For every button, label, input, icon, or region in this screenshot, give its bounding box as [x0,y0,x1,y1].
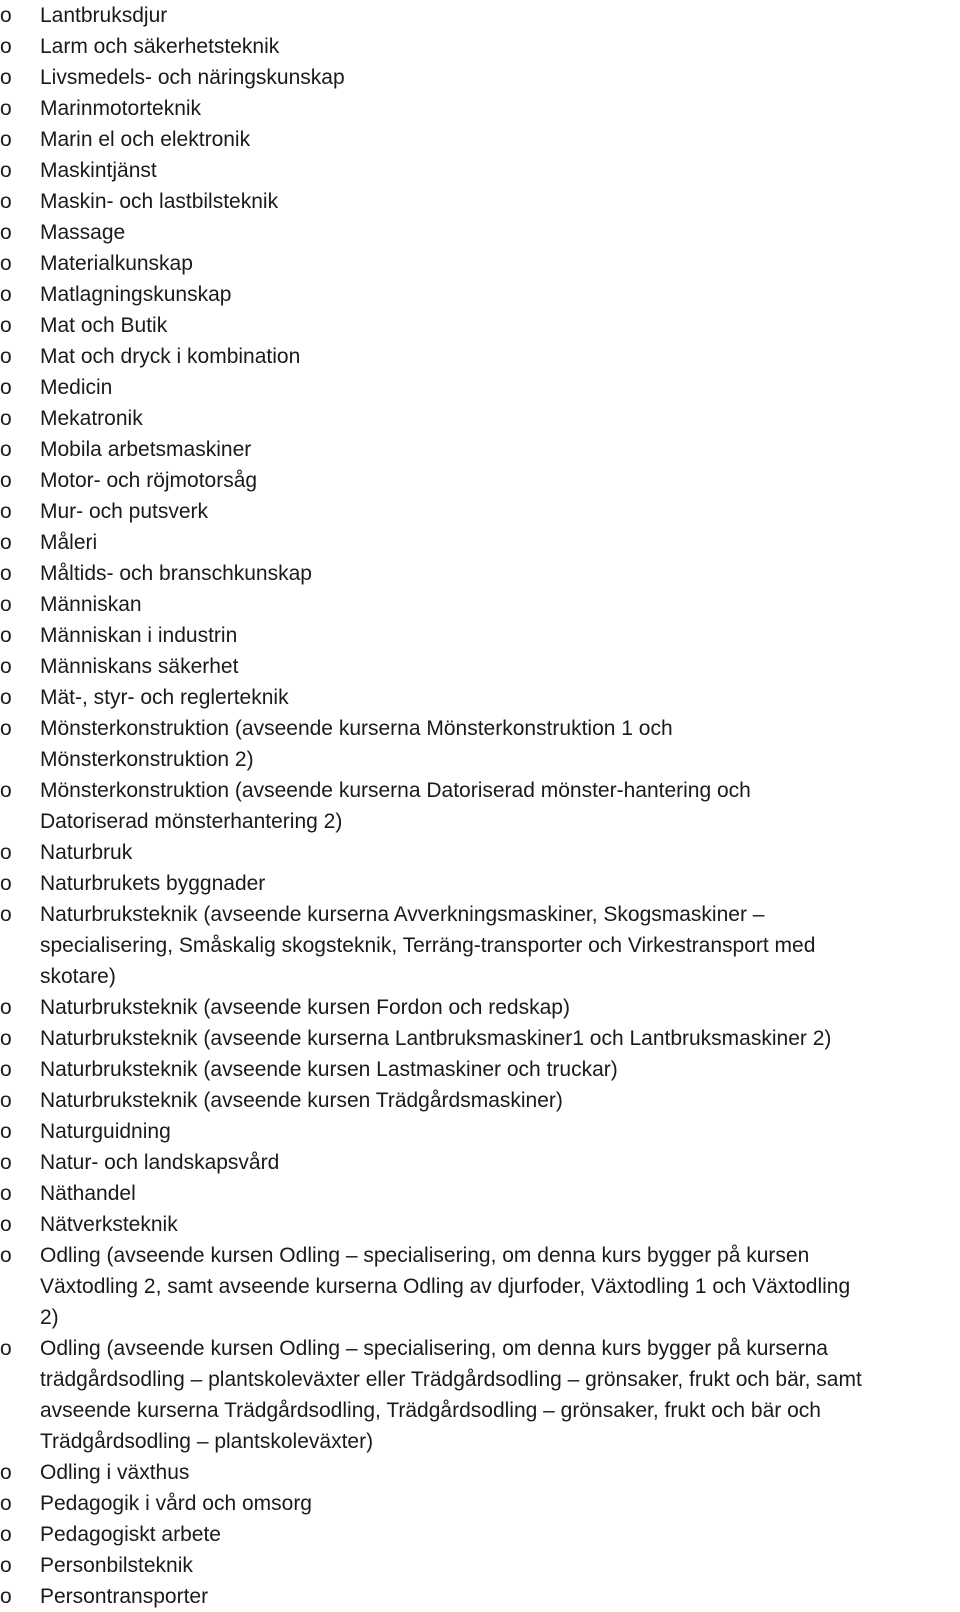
list-item-text [40,341,960,372]
list-item-line: Persontransporter [40,1585,209,1608]
list-item-text [40,1147,960,1178]
bullet-marker: o [0,531,12,554]
list-item-text [40,0,960,31]
list-item-text [40,465,960,496]
bullet-marker: o [0,717,12,740]
bullet-marker: o [0,1027,12,1050]
list-item [0,248,960,279]
list-item [0,558,960,589]
list-item-line: Odling i växthus [40,1461,190,1484]
bullet-marker: o [0,283,12,306]
bullet-marker: o [0,500,12,523]
list-item [0,1519,960,1550]
list-item [0,1581,960,1612]
list-item [0,1116,960,1147]
list-item-line: Mobila arbetsmaskiner [40,438,252,461]
list-item-text [40,310,960,341]
list-item-line: skotare) [40,965,116,988]
bullet-marker: o [0,1554,12,1577]
list-item-line: Måltids- och branschkunskap [40,562,312,585]
list-item-line: Natur- och landskapsvård [40,1151,280,1174]
list-item [0,434,960,465]
list-item-text [40,1209,960,1240]
list-item-line: Medicin [40,376,113,399]
list-item-line: Pedagogiskt arbete [40,1523,221,1546]
list-item-line: Trädgårdsodling – plantskoleväxter) [40,1430,374,1453]
list-item-text [40,1333,960,1457]
list-item [0,1147,960,1178]
bullet-marker: o [0,1523,12,1546]
list-item [0,713,960,775]
list-item-line: Naturbruksteknik (avseende kursen Lastmaskiner och truckar) [40,1058,618,1081]
list-item [0,837,960,868]
list-item-line: Nätverksteknik [40,1213,178,1236]
list-item-line: Mat och dryck i kombination [40,345,301,368]
list-item [0,775,960,837]
list-item-text [40,1488,960,1519]
list-item-text [40,1581,960,1612]
list-item-line: Mur- och putsverk [40,500,209,523]
list-item [0,310,960,341]
list-item-line: 2) [40,1306,59,1329]
list-item-line: Naturbruksteknik (avseende kursen Fordon och redskap) [40,996,570,1019]
list-item [0,1054,960,1085]
list-item-line: Måleri [40,531,98,554]
list-item-text [40,1116,960,1147]
list-item-text [40,899,960,992]
list-item [0,527,960,558]
bullet-marker: o [0,624,12,647]
bullet-marker: o [0,97,12,120]
bullet-marker: o [0,252,12,275]
bullet-marker: o [0,376,12,399]
bullet-marker: o [0,1585,12,1608]
bullet-marker: o [0,996,12,1019]
list-item [0,1023,960,1054]
list-item-line: Mekatronik [40,407,143,430]
list-item-text [40,589,960,620]
list-item-line: Människan [40,593,142,616]
list-item-text [40,62,960,93]
list-item-line: specialisering, Småskalig skogsteknik, Terräng-transporter och Virkestransport med [40,934,816,957]
list-item-line: Massage [40,221,126,244]
bullet-marker: o [0,1461,12,1484]
bullet-marker: o [0,1337,12,1360]
list-item-line: Personbilsteknik [40,1554,193,1577]
list-item-text [40,713,960,775]
list-item-line: Naturguidning [40,1120,171,1143]
list-item-line: Mönsterkonstruktion 2) [40,748,254,771]
list-item-text [40,558,960,589]
list-item [0,899,960,992]
bullet-marker: o [0,190,12,213]
list-item-line: Mat och Butik [40,314,168,337]
bullet-marker: o [0,872,12,895]
bullet-marker: o [0,1213,12,1236]
bullet-marker: o [0,1182,12,1205]
list-item-text [40,992,960,1023]
list-item-text [40,496,960,527]
bullet-marker: o [0,1151,12,1174]
list-item-text [40,155,960,186]
list-item [0,155,960,186]
list-item [0,372,960,403]
list-item [0,1178,960,1209]
bullet-marker: o [0,1058,12,1081]
bullet-marker: o [0,407,12,430]
bullet-marker: o [0,562,12,585]
list-item-text [40,651,960,682]
list-item [0,341,960,372]
list-item [0,1457,960,1488]
list-item-text [40,868,960,899]
list-item-line: Naturbruksteknik (avseende kursen Trädgårdsmaskiner) [40,1089,563,1112]
list-item-text [40,837,960,868]
list-item-line: Mönsterkonstruktion (avseende kurserna Mönsterkonstruktion 1 och [40,717,673,740]
list-item-text [40,403,960,434]
bullet-marker: o [0,159,12,182]
list-item [0,465,960,496]
bullet-marker: o [0,655,12,678]
bullet-marker: o [0,66,12,89]
bullet-marker: o [0,35,12,58]
list-item-line: Motor- och röjmotorsåg [40,469,258,492]
bullet-marker: o [0,314,12,337]
list-item-line: Pedagogik i vård och omsorg [40,1492,312,1515]
list-item [0,620,960,651]
list-item [0,1240,960,1333]
list-item-text [40,248,960,279]
list-item-text [40,1054,960,1085]
bullet-marker: o [0,1089,12,1112]
bullet-marker: o [0,779,12,802]
list-item-text [40,124,960,155]
list-item-line: Livsmedels- och näringskunskap [40,66,345,89]
list-item-text [40,93,960,124]
list-item-text [40,1085,960,1116]
list-item [0,651,960,682]
list-item-text [40,1023,960,1054]
list-item-line: Näthandel [40,1182,136,1205]
list-item-line: Människan i industrin [40,624,238,647]
bullet-marker: o [0,345,12,368]
list-item-line: Mät-, styr- och reglerteknik [40,686,289,709]
list-item-text [40,434,960,465]
list-item-text [40,186,960,217]
list-item-text [40,682,960,713]
bullet-marker: o [0,686,12,709]
list-item-line: Marinmotorteknik [40,97,202,120]
bullet-marker: o [0,1492,12,1515]
list-item-line: Mönsterkonstruktion (avseende kurserna Datoriserad mönster-hantering och [40,779,751,802]
bullet-marker: o [0,469,12,492]
list-item-text [40,1457,960,1488]
list-item [0,403,960,434]
list-item-text [40,31,960,62]
list-item [0,589,960,620]
list-item [0,1209,960,1240]
list-item [0,31,960,62]
list-item-line: Växtodling 2, samt avseende kurserna Odling av djurfoder, Växtodling 1 och Växtodling [40,1275,851,1298]
bullet-marker: o [0,1120,12,1143]
list-item [0,62,960,93]
bullet-marker: o [0,841,12,864]
list-item-text [40,1550,960,1581]
bullet-marker: o [0,221,12,244]
list-item [0,279,960,310]
bullet-marker: o [0,128,12,151]
list-item-text [40,1178,960,1209]
list-item [0,186,960,217]
list-item [0,0,960,31]
list-item-text [40,775,960,837]
list-item [0,1085,960,1116]
list-item-line: Datoriserad mönsterhantering 2) [40,810,343,833]
list-item [0,217,960,248]
list-item-text [40,620,960,651]
list-item-text [40,1240,960,1333]
list-item-line: Naturbruksteknik (avseende kurserna Avverkningsmaskiner, Skogsmaskiner – [40,903,765,926]
bullet-marker: o [0,1244,12,1267]
list-item-text [40,279,960,310]
list-item [0,496,960,527]
list-item-line: Marin el och elektronik [40,128,251,151]
list-item-line: Naturbruksteknik (avseende kurserna Lantbruksmaskiner1 och Lantbruksmaskiner 2) [40,1027,832,1050]
list-item [0,992,960,1023]
list-item-line: trädgårdsodling – plantskoleväxter eller Trädgårdsodling – grönsaker, frukt och bär, samt [40,1368,862,1391]
bullet-marker: o [0,438,12,461]
list-item-line: Maskintjänst [40,159,157,182]
list-item-line: Lantbruksdjur [40,4,168,27]
list-item [0,682,960,713]
list-item-text [40,527,960,558]
list-item-line: Larm och säkerhetsteknik [40,35,280,58]
list-item-line: Odling (avseende kursen Odling – specialisering, om denna kurs bygger på kursen [40,1244,810,1267]
list-item [0,124,960,155]
list-item-line: Odling (avseende kursen Odling – specialisering, om denna kurs bygger på kurserna [40,1337,828,1360]
list-item [0,1550,960,1581]
bullet-marker: o [0,903,12,926]
list-item-line: Naturbrukets byggnader [40,872,266,895]
list-item-text [40,217,960,248]
list-item-line: Matlagningskunskap [40,283,232,306]
list-item [0,868,960,899]
bullet-marker: o [0,4,12,27]
bullet-marker: o [0,593,12,616]
list-item-text [40,1519,960,1550]
list-item-text [40,372,960,403]
list-item-line: Människans säkerhet [40,655,239,678]
list-item [0,1333,960,1457]
list-item [0,93,960,124]
list-item-line: avseende kurserna Trädgårdsodling, Trädgårdsodling – grönsaker, frukt och bär och [40,1399,821,1422]
list-item-line: Materialkunskap [40,252,193,275]
list-item-line: Maskin- och lastbilsteknik [40,190,279,213]
list-item-line: Naturbruk [40,841,133,864]
list-item [0,1488,960,1519]
